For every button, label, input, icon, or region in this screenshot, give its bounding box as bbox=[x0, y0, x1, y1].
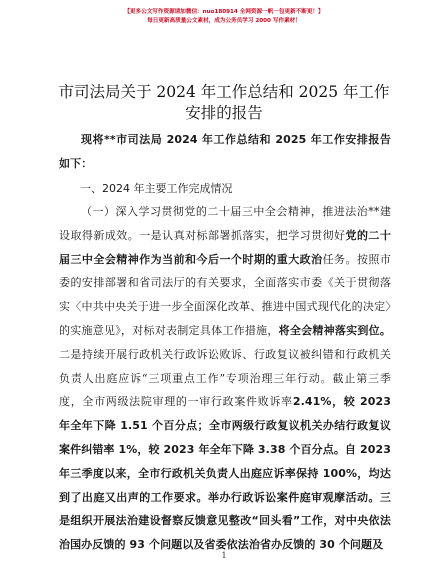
body-text-c: 任务。按照市委的安排部署和省司法厅的有关要求，全面落实市委《关于贯彻落实〈中共中央关于进一步全面深化改革、推进中国式现代化的决定〉的实施意见》，对标对表制定具体工作措施， bbox=[59, 252, 391, 337]
intro-text: 现将**市司法局 2024 年工作总结和 2025 年工作安排报告如下： bbox=[59, 133, 391, 170]
body-text-a: （一）深入学习贯彻党的二十届三中全会精神，推进法治**建设取得新成效。一是认真对标部署抓落实，把学习贯彻好 bbox=[59, 205, 391, 242]
body-text-f-bold: 2.41%，较 2023 年全年下降 1.51 个百分点；全市两级行政复议机关办结行政复议案件纠错率 1%，较 2023 年全年下降 3.38 个百分点。自 2023 年三季度以来，全市行政机关负责人出庭应诉率保持 100%，均达到了出庭又出声的工作要求。举办行政诉讼案件庭审观摩活动。 bbox=[59, 395, 391, 504]
body-text-d-bold: 将全会精神落实到位。 bbox=[278, 323, 392, 337]
section-heading-1: 一、2024 年主要工作完成情况 bbox=[80, 182, 233, 195]
body-text-e: 二是持续开展行政机关行政诉讼败诉、行政复议被纠错和行政机关负责人出庭应诉“三项重点工作”专项治理三年行动。截止第三季度，全市两级法院审理的一审行政案件败诉率 bbox=[59, 347, 391, 409]
body-text-g-bold: 三是组织开展法治建设督察反馈意见整改“回头看”工作，对中央依法治国办反馈的 93 个问题以及省委依法治省办反馈的 30 个问题及 bbox=[59, 490, 391, 552]
body-section-1 bbox=[59, 200, 391, 557]
promo-banner-line-2: 每日更新高质量公文素材，成为公务员学习 2000 写作素材！ bbox=[147, 18, 301, 24]
document-title bbox=[0, 82, 448, 124]
promo-banner-line-1: 【更多公文写作资源请加微信：nuo180914 全网资源一帆一包更新不断更！】 bbox=[124, 9, 324, 15]
body-text-b-bold: 党的二十届三中全会精神作为当前和今后一个时期的重大政治 bbox=[59, 228, 391, 266]
promo-banner bbox=[0, 8, 448, 26]
intro-paragraph bbox=[59, 128, 391, 176]
body-paragraph bbox=[59, 200, 391, 557]
title-line-1: 市司法局关于 2024 年工作总结和 2025 年工作 bbox=[58, 83, 390, 101]
title-line-2: 安排的报告 bbox=[185, 104, 263, 122]
page-number: 1 bbox=[221, 551, 227, 560]
